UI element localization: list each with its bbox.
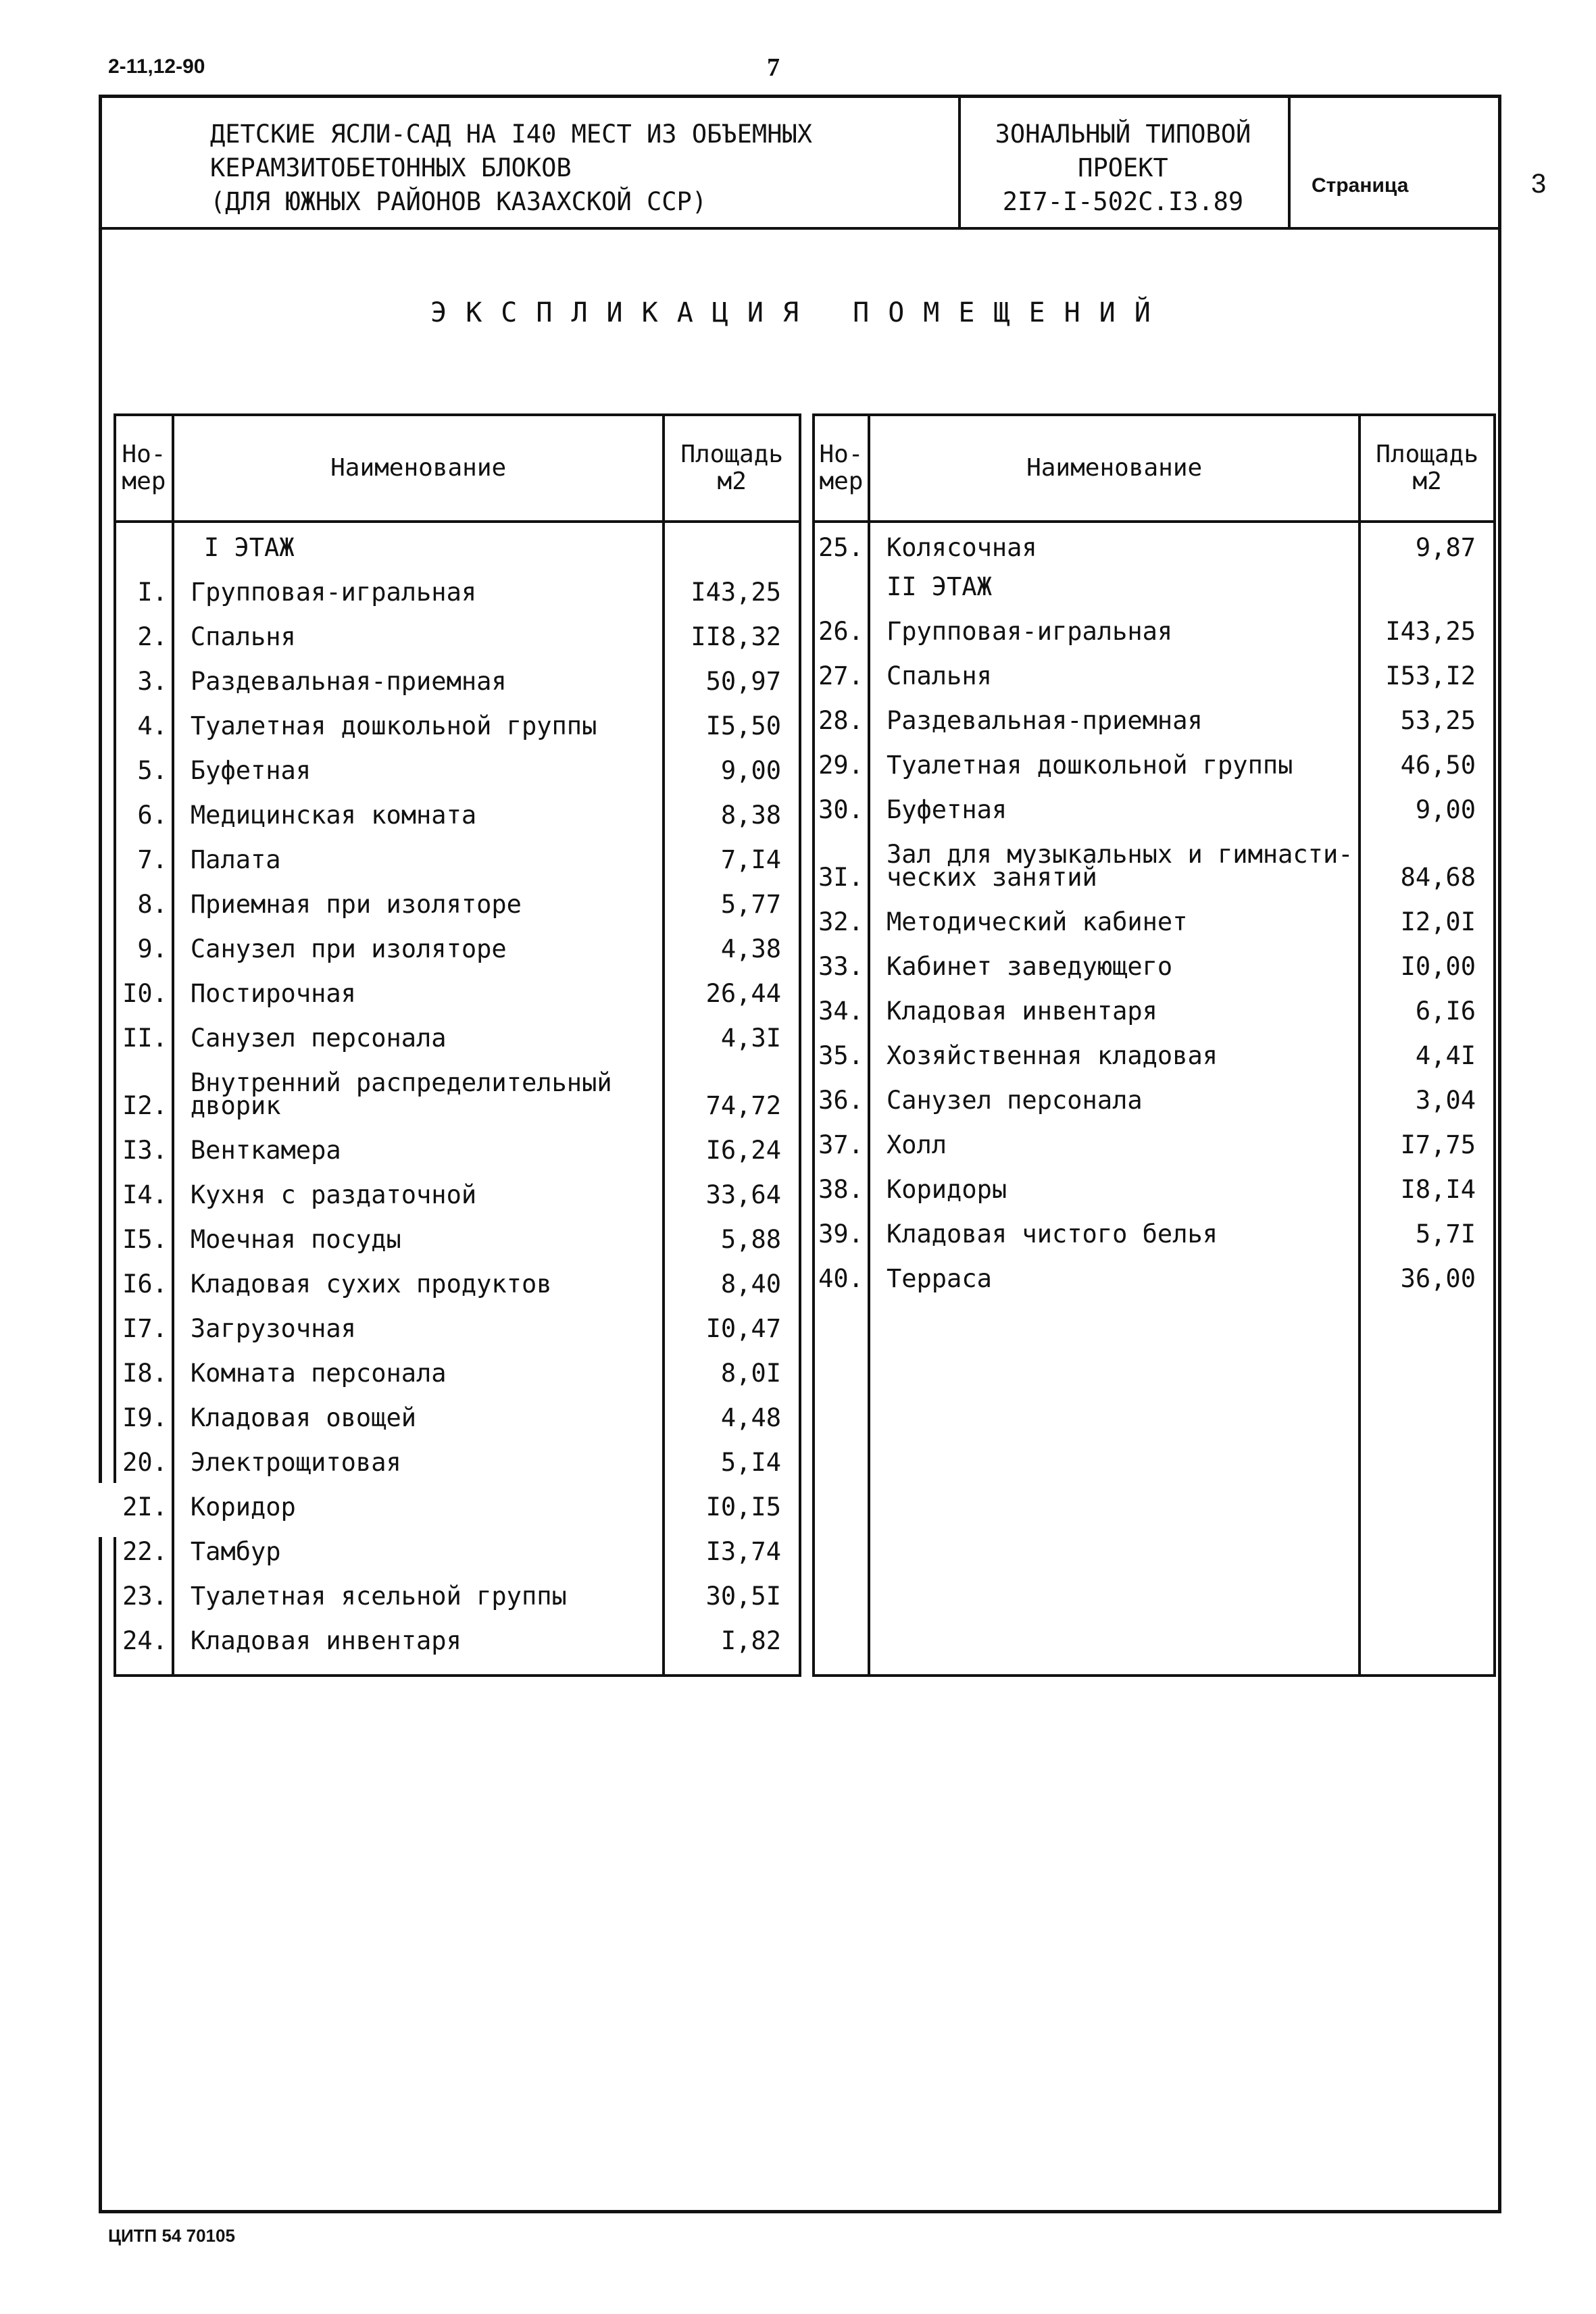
- table-row: [814, 522, 1495, 562]
- header-name: Наименование: [173, 415, 664, 522]
- project-title-line: ДЕТСКИЕ ЯСЛИ-САД НА I40 МЕСТ ИЗ ОБЪЕМНЫХ: [210, 120, 813, 149]
- table-filler-row: [814, 1293, 1495, 1676]
- room-name: Кладовая инвентаря: [173, 1611, 664, 1655]
- scan-artifact: [99, 1483, 116, 1537]
- room-name: [869, 824, 1360, 892]
- room-area: 5,7I: [1360, 1204, 1495, 1249]
- table-row: [814, 1070, 1495, 1115]
- room-area: 36,00: [1360, 1249, 1495, 1293]
- room-number: 37.: [814, 1115, 869, 1159]
- room-area: I53,I2: [1360, 646, 1495, 690]
- room-name: Комната персонала: [173, 1343, 664, 1388]
- table-row: [814, 1204, 1495, 1249]
- room-name: Холл: [869, 1115, 1360, 1159]
- header-number-text: Но- мер: [122, 441, 166, 495]
- room-name: Спальня: [869, 646, 1360, 690]
- room-name: Буфетная: [869, 780, 1360, 824]
- room-area: I6,24: [664, 1120, 800, 1165]
- room-area: 50,97: [664, 651, 800, 696]
- room-area: 8,40: [664, 1254, 800, 1299]
- table-row: [115, 963, 800, 1008]
- page-label: Страница: [1312, 174, 1409, 197]
- table-row: [115, 1477, 800, 1521]
- table-row: [115, 740, 800, 785]
- room-area: 30,5I: [664, 1566, 800, 1611]
- room-name: Хозяйственная кладовая: [869, 1026, 1360, 1070]
- section-heading: ЭКСПЛИКАЦИЯ ПОМЕЩЕНИЙ: [430, 297, 1170, 328]
- table-row: [814, 780, 1495, 824]
- room-number: I.: [115, 562, 173, 607]
- floor-row: [115, 522, 800, 562]
- room-number: 26.: [814, 601, 869, 646]
- footer-code: ЦИТП 54 70105: [108, 2225, 235, 2246]
- room-area: 9,00: [664, 740, 800, 785]
- header-number-text: Но- мер: [819, 441, 864, 495]
- room-number: 36.: [814, 1070, 869, 1115]
- room-name: Палата: [173, 830, 664, 874]
- table-row: [814, 735, 1495, 780]
- table-row: [115, 919, 800, 963]
- room-name: Приемная при изоляторе: [173, 874, 664, 919]
- project-code-line: ЗОНАЛЬНЫЙ ТИПОВОЙ: [995, 120, 1251, 149]
- room-number: 27.: [814, 646, 869, 690]
- room-area: 74,72: [664, 1053, 800, 1120]
- room-name: Раздевальная-приемная: [869, 690, 1360, 735]
- room-area: 84,68: [1360, 824, 1495, 892]
- table-header-row: [814, 415, 1495, 522]
- table-row: [115, 1388, 800, 1432]
- room-name: Спальня: [173, 607, 664, 651]
- room-number: 9.: [115, 919, 173, 963]
- room-area: I,82: [664, 1611, 800, 1655]
- table-row: [814, 981, 1495, 1026]
- table-row: [814, 892, 1495, 936]
- room-name: Кухня с раздаточной: [173, 1165, 664, 1209]
- room-number: II.: [115, 1008, 173, 1053]
- header-area: [664, 415, 800, 522]
- table-row: [115, 874, 800, 919]
- table-row: [814, 824, 1495, 892]
- room-area: 9,00: [1360, 780, 1495, 824]
- table-row: [115, 1008, 800, 1053]
- room-name: Групповая-игральная: [173, 562, 664, 607]
- room-name: Венткамера: [173, 1120, 664, 1165]
- table-row: [814, 646, 1495, 690]
- table-row: [115, 830, 800, 874]
- project-code-line: 2I7-I-502С.I3.89: [1002, 187, 1244, 216]
- table-cell: [664, 1655, 800, 1676]
- header-name: Наименование: [869, 415, 1360, 522]
- table-cell: [173, 1655, 664, 1676]
- floor-row: [814, 562, 1495, 601]
- room-name: Тамбур: [173, 1521, 664, 1566]
- room-area: 9,87: [1360, 522, 1495, 562]
- table-row: [814, 1159, 1495, 1204]
- table-row: [115, 562, 800, 607]
- room-number: 8.: [115, 874, 173, 919]
- room-name: Кладовая сухих продуктов: [173, 1254, 664, 1299]
- room-number: 7.: [115, 830, 173, 874]
- room-name: Коридор: [173, 1477, 664, 1521]
- room-name: Санузел персонала: [869, 1070, 1360, 1115]
- room-name: Санузел при изоляторе: [173, 919, 664, 963]
- table-row: [115, 1611, 800, 1655]
- table-filler-row: [115, 1655, 800, 1676]
- room-number: 2.: [115, 607, 173, 651]
- room-name: Терраса: [869, 1249, 1360, 1293]
- room-number: 4.: [115, 696, 173, 740]
- header-area-text: Площадь м2: [680, 441, 784, 495]
- room-number: 3I.: [814, 824, 869, 892]
- room-number: 20.: [115, 1432, 173, 1477]
- room-area: 46,50: [1360, 735, 1495, 780]
- project-code: [958, 118, 1288, 219]
- project-title-line: КЕРАМЗИТОБЕТОННЫХ БЛОКОВ: [210, 153, 572, 182]
- room-name: Загрузочная: [173, 1299, 664, 1343]
- header-area-text: Площадь м2: [1376, 441, 1479, 495]
- table-row: [115, 1566, 800, 1611]
- room-area: 53,25: [1360, 690, 1495, 735]
- table-cell: [664, 522, 800, 562]
- table-row: [115, 1165, 800, 1209]
- room-area: I3,74: [664, 1521, 800, 1566]
- room-number: 29.: [814, 735, 869, 780]
- room-name: Групповая-игральная: [869, 601, 1360, 646]
- room-name: Колясочная: [869, 522, 1360, 562]
- room-number: 39.: [814, 1204, 869, 1249]
- table-row: [814, 601, 1495, 646]
- room-area: I0,47: [664, 1299, 800, 1343]
- header-number: [115, 415, 173, 522]
- room-area: I43,25: [664, 562, 800, 607]
- table-header-row: [115, 415, 800, 522]
- table-cell: [814, 562, 869, 601]
- room-number: 25.: [814, 522, 869, 562]
- room-number: 24.: [115, 1611, 173, 1655]
- room-number: 22.: [115, 1521, 173, 1566]
- table-cell: [115, 522, 173, 562]
- room-area: 6,I6: [1360, 981, 1495, 1026]
- table-row: [115, 1053, 800, 1120]
- header-number: [814, 415, 869, 522]
- table-cell: [814, 1293, 869, 1676]
- room-name: Постирочная: [173, 963, 664, 1008]
- project-title: [210, 118, 812, 219]
- room-number: I2.: [115, 1053, 173, 1120]
- room-name: Буфетная: [173, 740, 664, 785]
- room-name-text: Внутренний распределительный дворик: [190, 1068, 612, 1120]
- room-area: 4,3I: [664, 1008, 800, 1053]
- room-name: Кладовая инвентаря: [869, 981, 1360, 1026]
- room-area: 26,44: [664, 963, 800, 1008]
- room-name: Медицинская комната: [173, 785, 664, 830]
- room-area: 4,38: [664, 919, 800, 963]
- table-row: [115, 651, 800, 696]
- table-cell: [869, 1293, 1360, 1676]
- table-row: [115, 1120, 800, 1165]
- table-row: [814, 936, 1495, 981]
- room-area: II8,32: [664, 607, 800, 651]
- room-name: Раздевальная-приемная: [173, 651, 664, 696]
- room-number: 38.: [814, 1159, 869, 1204]
- room-number: I9.: [115, 1388, 173, 1432]
- room-name: Коридоры: [869, 1159, 1360, 1204]
- table-row: [115, 1343, 800, 1388]
- room-number: 6.: [115, 785, 173, 830]
- room-area: I43,25: [1360, 601, 1495, 646]
- room-name: Моечная посуды: [173, 1209, 664, 1254]
- project-title-line: (ДЛЯ ЮЖНЫХ РАЙОНОВ КАЗАХСКОЙ ССР): [210, 187, 707, 216]
- project-code-line: ПРОЕКТ: [1078, 153, 1168, 182]
- table-row: [814, 1115, 1495, 1159]
- room-area: 8,38: [664, 785, 800, 830]
- room-name: Методический кабинет: [869, 892, 1360, 936]
- sheet-number: 7: [767, 53, 780, 82]
- table-row: [115, 696, 800, 740]
- room-number: I0.: [115, 963, 173, 1008]
- header-area: [1360, 415, 1495, 522]
- room-area: 5,I4: [664, 1432, 800, 1477]
- table-row: [115, 785, 800, 830]
- room-number: I5.: [115, 1209, 173, 1254]
- table-row: [814, 1249, 1495, 1293]
- room-area: 3,04: [1360, 1070, 1495, 1115]
- room-area: I2,0I: [1360, 892, 1495, 936]
- room-number: I8.: [115, 1343, 173, 1388]
- room-number: 5.: [115, 740, 173, 785]
- room-area: 4,4I: [1360, 1026, 1495, 1070]
- room-name: Кладовая чистого белья: [869, 1204, 1360, 1249]
- room-number: 35.: [814, 1026, 869, 1070]
- table-row: [115, 1209, 800, 1254]
- explication-table-left: [114, 413, 801, 1677]
- room-area: 7,I4: [664, 830, 800, 874]
- room-area: 8,0I: [664, 1343, 800, 1388]
- room-number: I7.: [115, 1299, 173, 1343]
- room-number: 33.: [814, 936, 869, 981]
- table-row: [115, 607, 800, 651]
- room-name: Электрощитовая: [173, 1432, 664, 1477]
- room-number: I4.: [115, 1165, 173, 1209]
- room-name: Туалетная дошкольной группы: [869, 735, 1360, 780]
- room-area: 5,77: [664, 874, 800, 919]
- room-area: 33,64: [664, 1165, 800, 1209]
- room-name: Туалетная дошкольной группы: [173, 696, 664, 740]
- floor-label: I ЭТАЖ: [173, 522, 664, 562]
- room-area: 4,48: [664, 1388, 800, 1432]
- table-row: [115, 1299, 800, 1343]
- room-area: I8,I4: [1360, 1159, 1495, 1204]
- room-number: 32.: [814, 892, 869, 936]
- room-name: [173, 1053, 664, 1120]
- room-area: 5,88: [664, 1209, 800, 1254]
- title-block: [99, 95, 1547, 230]
- table-row: [814, 690, 1495, 735]
- floor-label: II ЭТАЖ: [869, 562, 1360, 601]
- room-name: Туалетная ясельной группы: [173, 1566, 664, 1611]
- room-area: I0,I5: [664, 1477, 800, 1521]
- room-number: 40.: [814, 1249, 869, 1293]
- table-row: [115, 1432, 800, 1477]
- room-area: I0,00: [1360, 936, 1495, 981]
- room-number: 28.: [814, 690, 869, 735]
- page-value: 3: [1531, 169, 1547, 199]
- room-number: 2I.: [115, 1477, 173, 1521]
- room-name: Кабинет заведующего: [869, 936, 1360, 981]
- table-cell: [1360, 1293, 1495, 1676]
- table-row: [115, 1521, 800, 1566]
- table-row: [814, 1026, 1495, 1070]
- room-number: I3.: [115, 1120, 173, 1165]
- room-number: I6.: [115, 1254, 173, 1299]
- table-cell: [1360, 562, 1495, 601]
- room-name: Кладовая овощей: [173, 1388, 664, 1432]
- explication-table-right: [812, 413, 1496, 1677]
- room-name-text: Зал для музыкальных и гимнасти- ческих занятий: [886, 840, 1353, 892]
- room-name: Санузел персонала: [173, 1008, 664, 1053]
- room-number: 23.: [115, 1566, 173, 1611]
- room-number: 3.: [115, 651, 173, 696]
- title-block-divider: [1288, 95, 1291, 227]
- table-cell: [115, 1655, 173, 1676]
- room-area: I7,75: [1360, 1115, 1495, 1159]
- document-code: 2-11,12-90: [108, 55, 205, 78]
- room-area: I5,50: [664, 696, 800, 740]
- room-number: 34.: [814, 981, 869, 1026]
- room-number: 30.: [814, 780, 869, 824]
- table-row: [115, 1254, 800, 1299]
